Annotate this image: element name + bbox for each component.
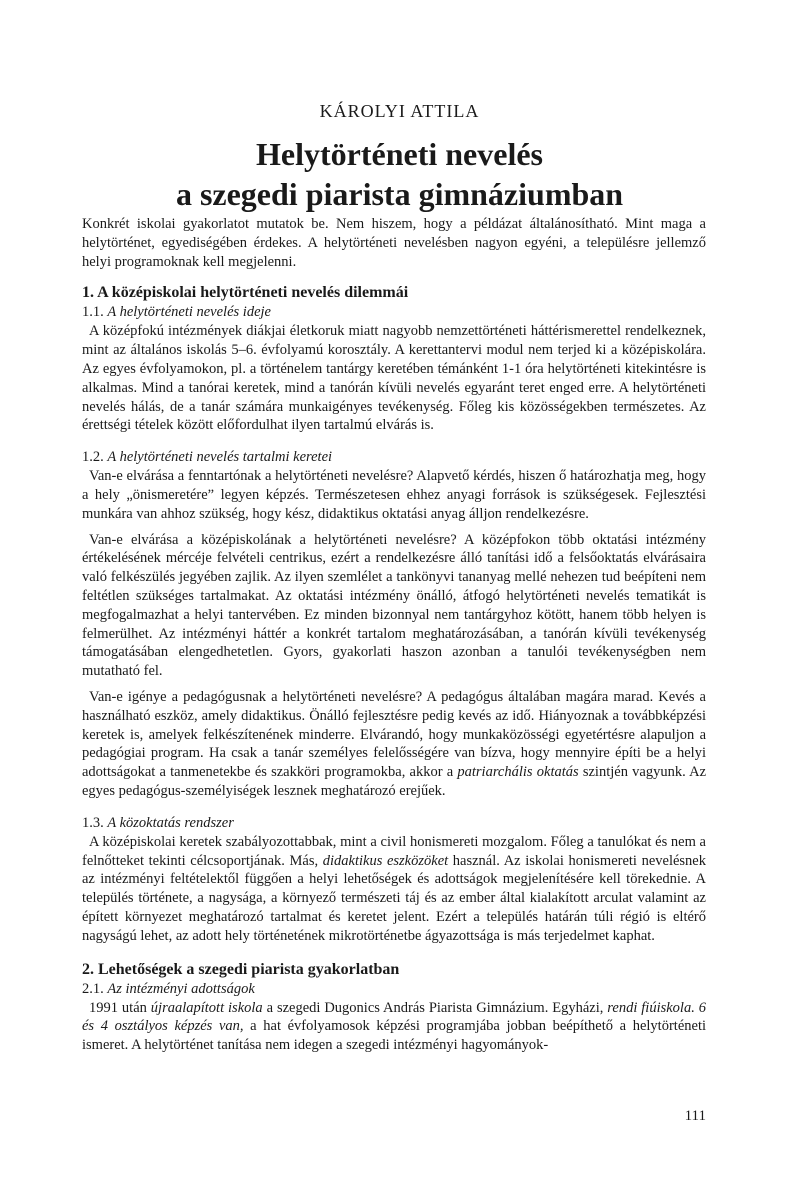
paragraph: Van-e elvárása a középiskolának a helytörténeti nevelésre? A középfokon több oktatási intézmény értékelésének mércéje felvételi centrikus, ezért a rendelkezésre álló tanítási idő a felsőoktatás elvárásaira való felkészülés jegyében zajlik. Az ilyen szemlélet a tankönyvi tananyag mellé nehezen tud beépíteni nem feltétlen szükséges tartalmakat. Az oktatási intézmény önálló, átfogó helytörténeti nevelés tematikát is megfogalmazhat a helyi tantervében. Ez minden bizonnyal nem tantárgyhoz kötött, hanem több helyen is felmerülhet. Az intézményi háttér a konkrét tartalom meghatározásában, a tanórán kívüli tevékenység támogatásában elengedhetetlen. Gyors, gyakorlati haszon azonban a tanulói tevékenységben nem mutatható fel. [82, 531, 706, 680]
subsection-1-2-heading [82, 448, 706, 467]
subsection-label: A helytörténeti nevelés tartalmi keretei [107, 449, 333, 466]
subsection-number: 1.2. [82, 449, 104, 466]
section-2-heading: 2. Lehetőségek a szegedi piarista gyakorlatban [82, 960, 400, 978]
subsection-number: 1.3. [82, 814, 104, 831]
subsection-number: 1.1. [82, 304, 104, 321]
subsection-label: A közoktatás rendszer [107, 814, 234, 831]
paragraph [82, 688, 706, 801]
subsection-1-1-heading [82, 303, 706, 322]
subsection-label: Az intézményi adottságok [107, 980, 255, 997]
subsection-number: 2.1. [82, 980, 104, 997]
text-run: 1991 után [89, 999, 151, 1016]
article-title [0, 134, 799, 214]
emphasis: patriarchális oktatás [457, 764, 579, 781]
title-line-2: a szegedi piarista gimnáziumban [175, 176, 624, 212]
paragraph: A középfokú intézmények diákjai életkoruk miatt nagyobb nemzettörténeti háttérismerettel rendelkeznek, mint az általános iskolás 5–6. évfolyamú korosztály. A kerettantervi modul nem terjed ki a középiskolára. Az egyes évfolyamokon, pl. a történelem tantárgy keretében témánként 1-1 óra helytörténeti kitekintésre is alkalmas. Mind a tanórai keretek, mind a tanórán kívüli nevelés egyaránt teret enged erre. A helytörténeti nevelés hálás, de a tanár számára munkaigényes tevékenység. Főleg kis közösségekben természetes. Az érettségi tételek között előfordulhat ilyen tartalmú elvárás is. [82, 323, 706, 434]
paragraph: Van-e elvárása a fenntartónak a helytörténeti nevelésre? Alapvető kérdés, hiszen ő határozhatja meg, hogy a hely „önismeretére” legyen képzés. Természetesen ehhez anyagi források is szükségesek. Fejlesztési munkára van ahhoz szükség, hogy kész, didaktikus oktatási anyag álljon rendelkezésre. [82, 468, 706, 522]
section-1-heading: 1. A középiskolai helytörténeti nevelés dilemmái [82, 284, 409, 302]
paragraph [82, 833, 706, 946]
paragraph [82, 999, 706, 1055]
text-run: használ. Az iskolai honismereti nevelésnek az intézményi feltételektől függően a helyi lehetőségek és adottságok megjelenítésére kell törekednie. A település története, a nagysága, a környező természeti táj és az ember által kialakított arculat valamint az épített környezet meghatározó tartalmat és keretet jelent. Ezért a település határán túli régió is eltérő nagyságú lehet, az adott hely történetének mikrotörténetbe ágyazottsága is más terjedelmet kaphat. [82, 852, 706, 944]
page-number: 111 [684, 1108, 706, 1124]
subsection-label: A helytörténeti nevelés ideje [107, 304, 271, 321]
text-run: a szegedi Dugonics András Piarista Gimnázium. Egyházi, [262, 999, 608, 1016]
emphasis: rendi fiúiskola. 6 és 4 osztályos képzés van, [82, 999, 706, 1035]
text-run: szintjén vagyunk. Az egyes pedagógus-személyiségek lesznek meghatározó erejűek. [82, 764, 707, 799]
emphasis: újraalapított iskola [150, 999, 263, 1016]
title-line-1: Helytörténeti nevelés [256, 136, 543, 172]
subsection-2-1-heading [82, 980, 706, 999]
text-run: Van-e igénye a pedagógusnak a helytörténeti nevelésre? A pedagógus általában magára marad. Kevés a használható eszköz, amely didaktikus. Önálló fejlesztésre pedig kevés az idő. Hiányoznak a továbbképzési keretek is, amelyek felkészítenének minderre. Elvárandó, hogy munkaközösségi egyetértésre alapuljon a pedagógiai program. Ha csak a tanár személyes felelősségére van bízva, hogy mennyire építi be a helyi adottságokat a tanmenetekbe és szakköri programokba, akkor a [82, 688, 706, 781]
text-run: a hat évfolyamosok képzési programjába jobban beépíthető a helytörténeti ismeret. A helytörténet tanítása nem idegen a szegedi intézményi hagyományok- [82, 1018, 707, 1054]
intro-paragraph: Konkrét iskolai gyakorlatot mutatok be. Nem hiszem, hogy a példázat általánosítható. Mint maga a helytörténet, egyediségében érdekes. A helytörténeti nevelésben nagyon egyéni, a településre jellemző helyi programoknak kell megjelenni. [82, 216, 706, 270]
author-name: KÁROLYI ATTILA [319, 101, 480, 121]
article-body [82, 215, 706, 1055]
text-run: A középiskolai keretek szabályozottabbak, mint a civil honismereti mozgalom. Főleg a tanulókat és nem a felnőtteket tekinti célcsoportjának. Más, [82, 833, 706, 869]
emphasis: didaktikus eszközöket [322, 852, 449, 869]
subsection-1-3-heading [82, 814, 706, 833]
